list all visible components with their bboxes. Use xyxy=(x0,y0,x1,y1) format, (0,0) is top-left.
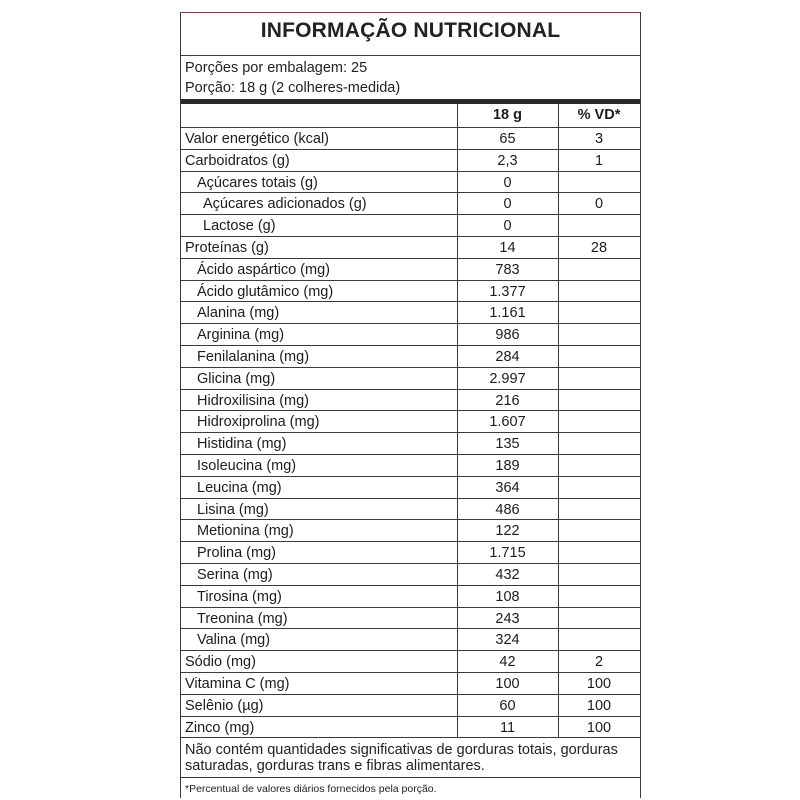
nutrient-row xyxy=(181,171,640,194)
nutrient-name: Ácido glutâmico (mg) xyxy=(197,283,334,300)
title-divider xyxy=(181,55,640,56)
dv-column-header: % VD* xyxy=(577,107,621,123)
nutrient-row xyxy=(181,628,640,651)
nutrient-name: Selênio (µg) xyxy=(185,697,264,714)
nutrient-row xyxy=(181,389,640,412)
nutrient-amount: 486 xyxy=(495,501,520,518)
nutrient-dv: 3 xyxy=(594,131,604,147)
table-title: INFORMAÇÃO NUTRICIONAL xyxy=(260,19,561,42)
nutrient-row xyxy=(181,716,640,739)
nutrient-amount: 432 xyxy=(495,567,520,583)
nutrient-name: Zinco (mg) xyxy=(185,719,255,736)
nutrient-name: Prolina (mg) xyxy=(197,545,276,562)
nutrient-amount: 0 xyxy=(503,196,512,213)
nutrient-amount: 243 xyxy=(495,610,520,627)
serving-size: Porção: 18 g (2 colheres-medida) xyxy=(185,80,401,96)
nutrient-amount: 783 xyxy=(495,261,520,278)
nutrient-amount: 2.997 xyxy=(489,370,526,387)
nutrient-amount: 65 xyxy=(499,131,516,147)
nutrient-name: Histidina (mg) xyxy=(197,436,287,453)
nutrient-name: Valor energético (kcal) xyxy=(185,131,329,147)
nutrient-name: Leucina (mg) xyxy=(197,479,282,496)
nutrient-row xyxy=(181,367,640,390)
column-header-row xyxy=(181,104,640,127)
nutrient-row xyxy=(181,127,640,150)
nutrient-row xyxy=(181,323,640,346)
nutrient-row xyxy=(181,607,640,630)
footnote-divider xyxy=(181,777,640,778)
nutrient-row xyxy=(181,192,640,215)
nutrient-amount: 14 xyxy=(499,240,516,256)
nutrient-name: Hidroxilisina (mg) xyxy=(197,392,309,409)
nutrient-dv: 100 xyxy=(586,676,612,692)
no-significant-amounts-note: Não contém quantidades significativas de gorduras totais, gorduras saturadas, gorduras trans e fibras alimentares. xyxy=(185,742,618,774)
nutrient-amount: 284 xyxy=(495,349,520,365)
nutrient-row xyxy=(181,694,640,717)
dv-footnote: *Percentual de valores diários fornecidos pela porção. xyxy=(185,783,437,795)
nutrient-name: Glicina (mg) xyxy=(197,370,276,387)
nutrient-name: Ácido aspártico (mg) xyxy=(197,261,330,278)
note-divider xyxy=(181,737,640,738)
nutrient-name: Lactose (g) xyxy=(203,218,276,235)
nutrient-name: Tirosina (mg) xyxy=(197,588,282,605)
nutrient-dv: 100 xyxy=(586,719,612,736)
nutrient-dv: 2 xyxy=(594,654,604,671)
nutrient-amount: 0 xyxy=(503,218,512,235)
nutrient-amount: 1.715 xyxy=(489,545,526,562)
nutrient-amount: 122 xyxy=(495,523,520,540)
nutrient-row xyxy=(181,476,640,499)
nutrient-dv: 0 xyxy=(594,196,604,213)
nutrient-row xyxy=(181,454,640,477)
amount-column-header: 18 g xyxy=(492,107,522,123)
nutrient-amount: 364 xyxy=(495,479,520,496)
nutrient-amount: 324 xyxy=(495,632,520,649)
nutrient-name: Sódio (mg) xyxy=(185,654,256,671)
nutrient-name: Isoleucina (mg) xyxy=(197,458,297,474)
nutrient-row xyxy=(181,410,640,433)
nutrient-dv: 28 xyxy=(590,240,608,256)
nutrient-amount: 108 xyxy=(495,588,520,605)
nutrient-amount: 100 xyxy=(495,676,520,692)
nutrient-row xyxy=(181,650,640,673)
nutrition-facts-panel xyxy=(180,12,641,798)
nutrient-amount: 11 xyxy=(499,719,516,736)
nutrient-amount: 1.607 xyxy=(489,414,526,431)
nutrient-row xyxy=(181,585,640,608)
nutrient-name: Hidroxiprolina (mg) xyxy=(197,414,320,431)
column-divider-dv xyxy=(558,104,559,737)
nutrient-name: Arginina (mg) xyxy=(197,327,285,344)
nutrient-row xyxy=(181,214,640,237)
nutrient-row xyxy=(181,563,640,586)
nutrient-amount: 986 xyxy=(495,327,520,344)
column-divider-amount xyxy=(457,104,458,737)
nutrient-name: Açúcares adicionados (g) xyxy=(203,196,367,213)
nutrient-row xyxy=(181,519,640,542)
servings-per-package: Porções por embalagem: 25 xyxy=(185,60,368,76)
nutrient-amount: 42 xyxy=(499,654,516,671)
nutrient-amount: 1.377 xyxy=(489,283,526,300)
nutrient-amount: 60 xyxy=(499,697,516,714)
nutrient-row xyxy=(181,498,640,521)
nutrient-name: Açúcares totais (g) xyxy=(197,174,318,191)
nutrient-amount: 0 xyxy=(503,174,512,191)
nutrient-name: Valina (mg) xyxy=(197,632,271,649)
nutrient-row xyxy=(181,541,640,564)
nutrient-name: Treonina (mg) xyxy=(197,610,288,627)
nutrient-row xyxy=(181,258,640,281)
nutrient-name: Serina (mg) xyxy=(197,567,273,583)
nutrient-row xyxy=(181,672,640,695)
nutrient-row xyxy=(181,280,640,303)
nutrient-name: Proteínas (g) xyxy=(185,240,269,256)
nutrient-dv: 1 xyxy=(594,152,604,169)
nutrient-row xyxy=(181,432,640,455)
nutrient-row xyxy=(181,236,640,259)
nutrient-amount: 216 xyxy=(495,392,520,409)
nutrient-name: Metionina (mg) xyxy=(197,523,294,540)
nutrient-row xyxy=(181,149,640,172)
nutrient-row xyxy=(181,301,640,324)
nutrient-row xyxy=(181,345,640,368)
nutrient-amount: 2,3 xyxy=(497,152,518,169)
nutrient-name: Lisina (mg) xyxy=(197,501,269,518)
nutrient-name: Vitamina C (mg) xyxy=(185,676,290,692)
nutrient-name: Carboidratos (g) xyxy=(185,152,290,169)
nutrient-amount: 189 xyxy=(495,458,520,474)
nutrient-name: Alanina (mg) xyxy=(197,305,280,322)
nutrient-name: Fenilalanina (mg) xyxy=(197,349,310,365)
nutrient-dv: 100 xyxy=(586,697,612,714)
nutrient-amount: 135 xyxy=(495,436,520,453)
nutrient-amount: 1.161 xyxy=(489,305,526,322)
